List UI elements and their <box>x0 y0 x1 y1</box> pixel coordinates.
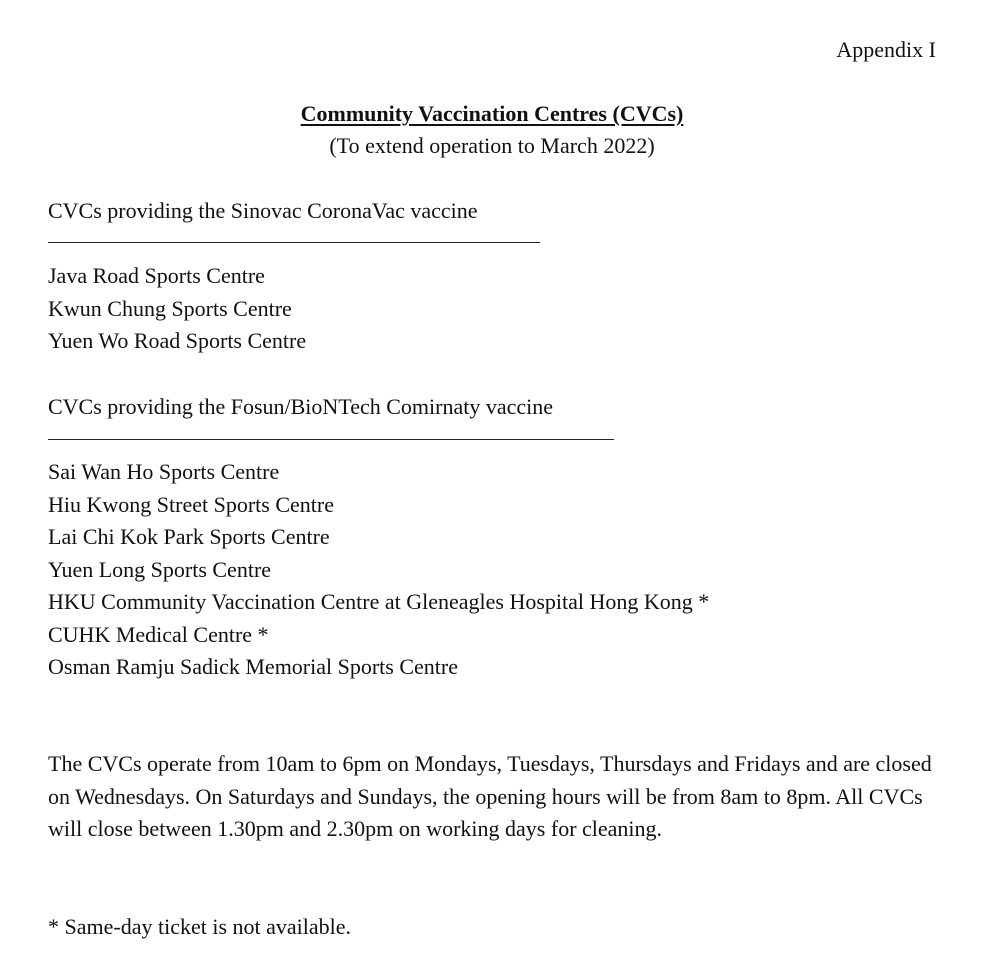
list-item: Sai Wan Ho Sports Centre <box>48 459 280 484</box>
list-item: Hiu Kwong Street Sports Centre <box>48 491 334 517</box>
list-item: CUHK Medical Centre * <box>48 621 269 647</box>
centre-list-sinovac <box>48 260 306 358</box>
title-block <box>0 98 984 162</box>
footnote: * Same-day ticket is not available. <box>48 914 352 939</box>
section-heading-sinovac: CVCs providing the Sinovac CoronaVac vaccine <box>48 198 478 223</box>
list-item: Lai Chi Kok Park Sports Centre <box>48 524 330 549</box>
centre-list-biontech <box>48 456 709 684</box>
document-title: Community Vaccination Centres (CVCs) <box>300 101 684 126</box>
section-heading-biontech: CVCs providing the Fosun/BioNTech Comirnaty vaccine <box>48 394 554 419</box>
list-item: HKU Community Vaccination Centre at Gleneagles Hospital Hong Kong * <box>48 589 710 614</box>
list-item: Java Road Sports Centre <box>48 263 265 288</box>
document-subtitle: (To extend operation to March 2022) <box>329 133 655 158</box>
operating-hours-paragraph: The CVCs operate from 10am to 6pm on Mondays, Tuesdays, Thursdays and Fridays and are closed on Wednesdays. On Saturdays and Sundays, the opening hours will be from 8am to 8pm. All CVCs will close between 1.30pm and 2.30pm on working days for cleaning. <box>48 751 932 841</box>
list-item: Osman Ramju Sadick Memorial Sports Centre <box>48 654 458 679</box>
list-item: Yuen Long Sports Centre <box>48 556 272 582</box>
list-item: Kwun Chung Sports Centre <box>48 295 292 321</box>
section-divider-biontech <box>48 439 614 440</box>
list-item: Yuen Wo Road Sports Centre <box>48 328 307 353</box>
appendix-label: Appendix I <box>836 37 936 62</box>
section-divider-sinovac <box>48 242 540 243</box>
